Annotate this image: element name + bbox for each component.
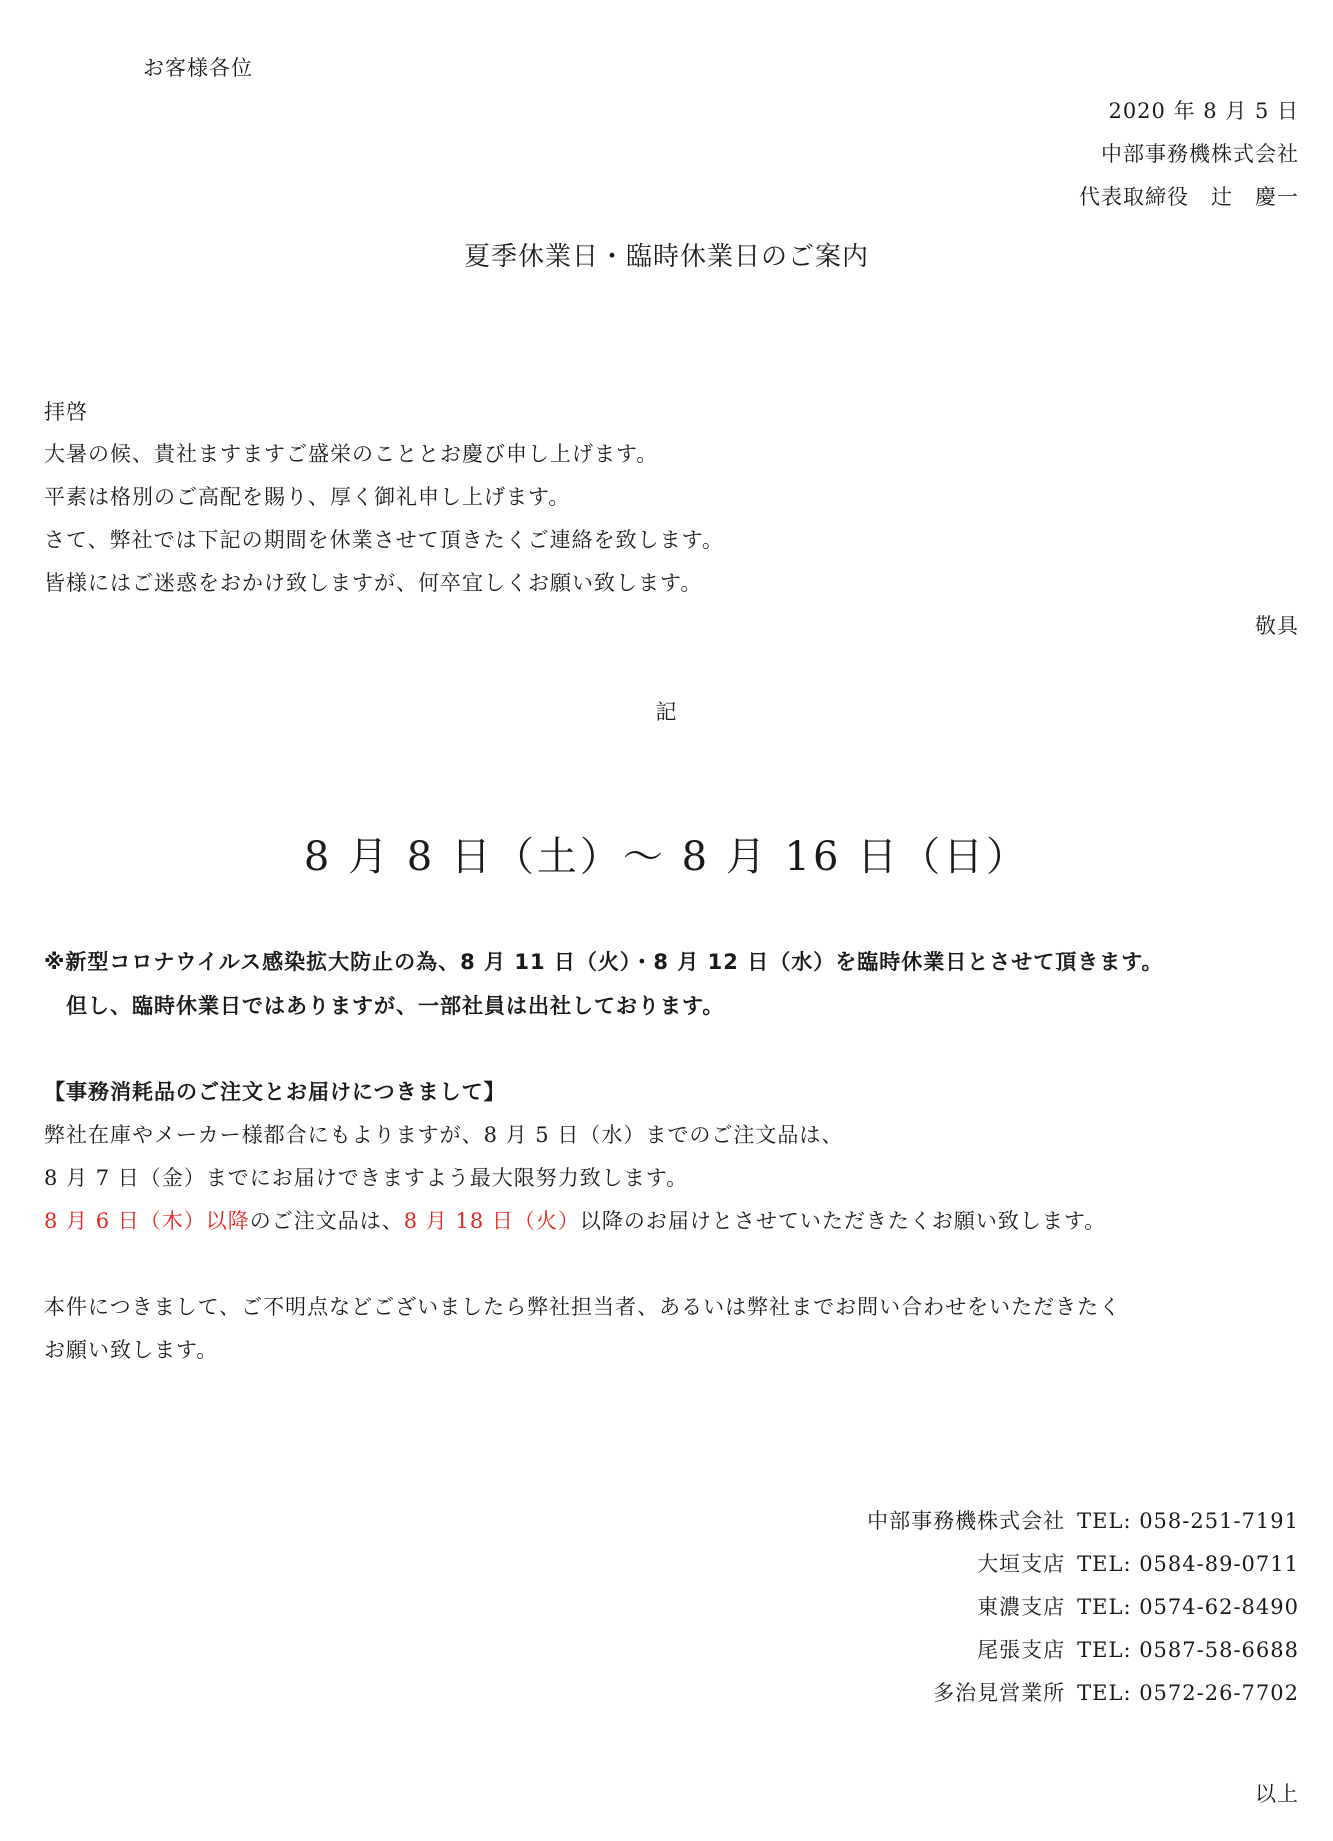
addressee: お客様各位 (143, 56, 253, 80)
ending-mark: 以上 (1255, 1782, 1299, 1806)
contact-row (867, 1507, 1299, 1550)
supplies-line-1: 弊社在庫やメーカー様都合にもよりますが、8 月 5 日（水）までのご注文品は、 (44, 1123, 844, 1147)
supplies-line-2: 8 月 7 日（金）までにお届けできますよう最大限努力致します。 (44, 1166, 689, 1190)
supplies-line-3-end: 以降のお届けとさせていただきたくお願い致します。 (579, 1209, 1107, 1233)
representative: 代表取締役 辻 慶一 (1079, 185, 1299, 209)
company-name: 中部事務機株式会社 (1101, 142, 1299, 166)
supplies-line-3 (44, 1207, 1106, 1235)
order-date-highlight: 8 月 6 日（木）以降 (44, 1209, 250, 1233)
ki-mark: 記 (655, 700, 678, 724)
phone-number: TEL: 0572-26-7702 (1077, 1681, 1299, 1705)
closing: 敬具 (1255, 614, 1299, 638)
body-line-1: 大暑の候、貴社ますますご盛栄のこととお慶び申し上げます。 (44, 442, 659, 466)
greeting: 拝啓 (44, 400, 88, 424)
branch-name: 大垣支店 (977, 1552, 1066, 1576)
branch-name: 東濃支店 (977, 1595, 1066, 1619)
phone-number: TEL: 058-251-7191 (1077, 1509, 1299, 1533)
contact-row (867, 1550, 1299, 1593)
inquiry-line-2: お願い致します。 (44, 1338, 219, 1362)
body-line-2: 平素は格別のご高配を賜り、厚く御礼申し上げます。 (44, 485, 571, 509)
covid-notice-line-2: 但し、臨時休業日ではありますが、一部社員は出社しております。 (66, 994, 725, 1018)
issue-date: 2020 年 8 月 5 日 (1108, 99, 1299, 123)
phone-number: TEL: 0587-58-6688 (1077, 1638, 1299, 1662)
supplies-heading: 【事務消耗品のご注文とお届けにつきまして】 (44, 1080, 506, 1104)
supplies-line-3-mid: のご注文品は、 (249, 1209, 404, 1233)
inquiry-line-1: 本件につきまして、ご不明点などございましたら弊社担当者、あるいは弊社までお問い合わせをいただきたく (44, 1295, 1122, 1319)
covid-notice-line-1: ※新型コロナウイルス感染拡大防止の為、8 月 11 日（火）・8 月 12 日（水）を臨時休業日とさせて頂きます。 (44, 950, 1164, 974)
contact-row (867, 1679, 1299, 1722)
contact-row (867, 1636, 1299, 1679)
body-line-3: さて、弊社では下記の期間を休業させて頂きたくご連絡を致します。 (44, 528, 724, 552)
phone-number: TEL: 0584-89-0711 (1077, 1552, 1299, 1576)
branch-name: 多治見営業所 (933, 1681, 1066, 1705)
contact-list (867, 1507, 1299, 1722)
branch-name: 尾張支店 (977, 1638, 1066, 1662)
page-title: 夏季休業日・臨時休業日のご案内 (463, 242, 869, 272)
body-line-4: 皆様にはご迷惑をおかけ致しますが、何卒宜しくお願い致します。 (44, 571, 703, 595)
holiday-period: 8 月 8 日（土）～ 8 月 16 日（日） (303, 834, 1030, 880)
phone-number: TEL: 0574-62-8490 (1077, 1595, 1299, 1619)
branch-name: 中部事務機株式会社 (867, 1509, 1066, 1533)
contact-row (867, 1593, 1299, 1636)
delivery-date-highlight: 8 月 18 日（火） (403, 1209, 580, 1233)
